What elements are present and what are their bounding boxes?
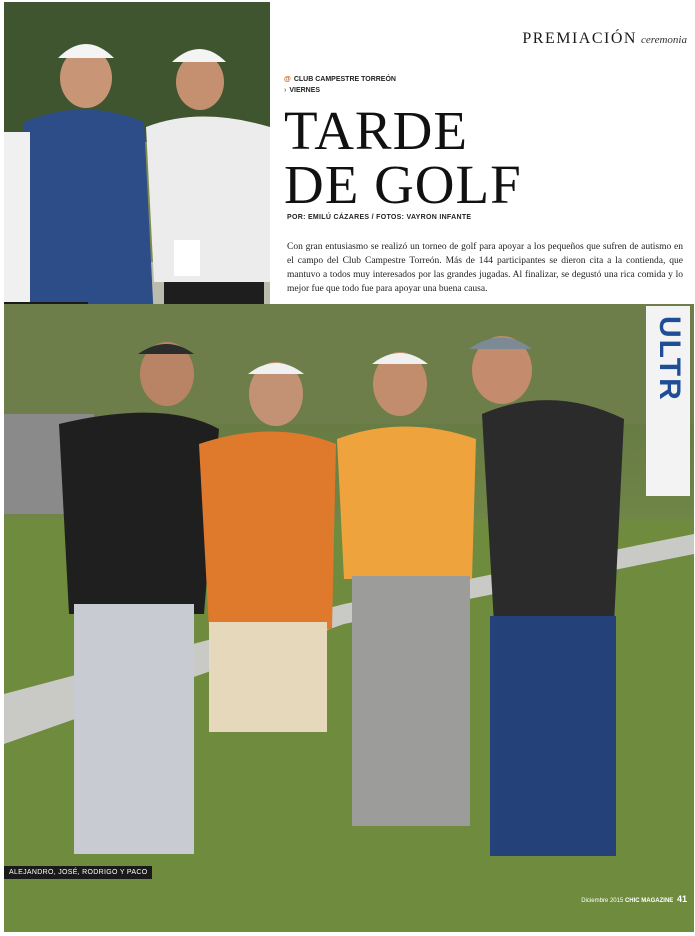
- photo-group-four: [4, 304, 694, 932]
- section-header: [522, 30, 687, 48]
- photo-illustration-main: [4, 304, 694, 932]
- page-footer: [581, 894, 687, 904]
- title-line-1: TARDE: [284, 100, 468, 161]
- footer-date: Diciembre 2015: [581, 898, 624, 904]
- day: VIERNES: [289, 87, 321, 94]
- bullet-icon: ›: [284, 87, 287, 94]
- footer-publication: CHIC MAGAZINE: [624, 898, 674, 904]
- banner-text: ULTR: [653, 316, 686, 402]
- page-number: 41: [676, 894, 687, 904]
- article-title: [284, 100, 522, 215]
- event-meta: [284, 74, 396, 96]
- caption-main: ALEJANDRO, JOSÉ, RODRIGO Y PACO: [4, 866, 152, 879]
- at-icon: @: [284, 76, 291, 83]
- sponsor-banner: [646, 306, 690, 496]
- photo-illustration: [4, 2, 270, 321]
- venue: CLUB CAMPESTRE TORREÓN: [293, 76, 396, 83]
- title-line-2: DE GOLF: [284, 154, 522, 215]
- article-body: Con gran entusiasmo se realizó un torneo de golf para apoyar a los pequeños que sufren de autismo en el campo del Club Campestre Torreón. Más de 144 participantes se dieron cita a la contienda, que mantuvo a todos muy interesados por las grandes jugadas. Al finalizar, se degustó una rica comida y lo mejor fue que todo fue para apoyar una buena causa.: [287, 242, 683, 294]
- section-subtitle: ceremonia: [640, 34, 687, 46]
- section-title: PREMIACIÓN: [522, 30, 637, 47]
- byline: POR: EMILÚ CÁZARES / FOTOS: VAYRON INFANTE: [287, 214, 472, 221]
- photo-ricardo-alonso: [4, 2, 270, 321]
